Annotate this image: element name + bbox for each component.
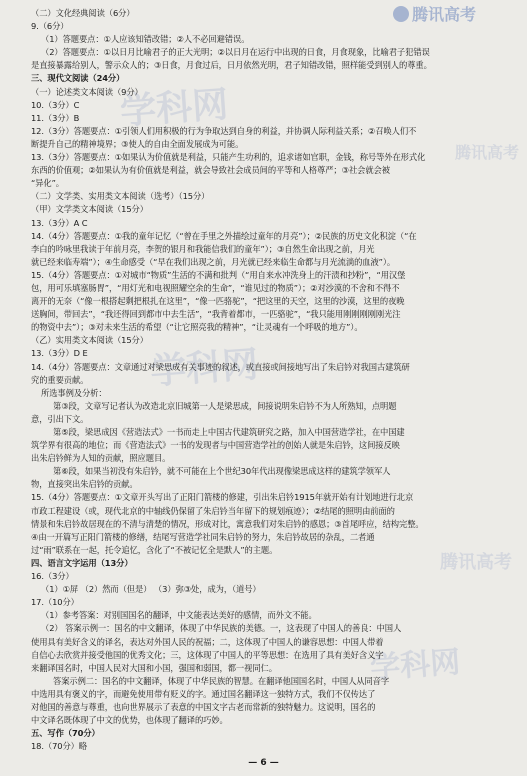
answer-line: 使用具有美好含义的译名，表达对外国人民的祝福；二，这体现了中国人的谦容思想：中国人带着 <box>31 636 384 647</box>
answer-line: 究的重要贡献。 <box>31 374 89 385</box>
answer-line: 意，引出下文。 <box>31 413 89 424</box>
question-number: 9.（6分） <box>31 21 69 32</box>
watermark-side: 腾讯高考 <box>455 143 520 162</box>
section-heading: 四、语言文字运用（13分） <box>31 557 133 568</box>
answer-line: 10.（3分）C <box>31 99 80 110</box>
answer-line: 14.（4分）答题要点：①我的童年记忆（“曾在手里之外描绘过童年的月亮”）；②民族的历史文化积淀（“在 <box>31 230 417 241</box>
answer-line: 自信心去欣赏并接受他国的优秀文化；三，这体现了中国人的平等思想：在选用了具有美好含义字 <box>31 649 384 660</box>
answer-line: 第③段，文章写记者认为改造北京旧城第一人是梁思成，间接说明朱启钤不为人所熟知，点明题 <box>53 400 397 411</box>
answer-line: 13.（3分）D E <box>31 348 88 359</box>
answer-line: 的物资中去”）；③对未来生活的希望（“让它照亮我的精神”，“让灵魂有一个呼吸的地方”）。 <box>31 322 363 333</box>
answer-line: 15.（4分）答题要点：①文章开头写出了正阳门箭楼的修建，引出朱启钤1915年就开始有计划地进行北京 <box>31 492 414 503</box>
answer-line: 市政工程建设（或，现代北京的中轴线仍保留了朱启钤当年留下的规划痕迹）；②结尾的照明由前面的 <box>31 505 395 516</box>
answer-line: 13.（3分）A C <box>31 217 88 228</box>
answer-line: 答案示例二：国名的中文翻译，体现了中华民族的智慧。在翻译他国国名时，中国人从同音字 <box>53 675 390 686</box>
section-subheading: （乙）实用类文本阅读（15分） <box>31 335 148 346</box>
answer-line: 来翻译国名时，中国人民对大国和小国，强国和弱国，都一视同仁。 <box>31 662 277 673</box>
answer-line: 对他国的善意与尊重，也向世界展示了表意的中国文字古老而常新的独特魅力。这说明，国名的 <box>31 701 376 712</box>
answer-line: 出朱启钤鲜为人知的贡献，照应题目。 <box>31 453 171 464</box>
answer-line: 所选事例及分析： <box>41 387 107 398</box>
answer-line: 情景和朱启钤故居现在的不清与清楚的情况，形成对比，寓意我们对朱启钤的感恩；③首尾呼应，结构完整。 <box>31 518 424 529</box>
section-subheading: （二）文学类、实用类文本阅读（选考）（15分） <box>31 191 210 202</box>
answer-line: 第⑥段，如果当初没有朱启钤，就不可能在上个世纪30年代出现像梁思成这样的建筑学领军人 <box>53 466 391 477</box>
section-heading: 五、写作（70分） <box>31 728 100 739</box>
answer-line: ④由一开篇写正阳门箭楼的修缮，结尾写营造学社同朱启钤的努力，朱启钤故居的杂乱，二者通 <box>31 531 375 542</box>
answer-line: 18.（70分）略 <box>31 741 88 752</box>
answer-line: 13.（3分）答题要点：①如果认为价值就是利益，只能产生功利的，追求诸如官职，金钱，称号等外在形式化 <box>31 152 426 163</box>
watermark-side: 腾讯高考 <box>440 552 512 573</box>
watermark-center: 学科网 <box>369 644 462 687</box>
section-heading: 三、现代文阅读（24分） <box>31 73 125 84</box>
answer-line: 离开的无奈（“像一根搭起剩把根扎在这里”，“像一匹骆驼”，“把这里的天空，这里的沙漠，这里的夜晚 <box>31 296 405 307</box>
answer-line: 李白的吟咏里我读于年前月亮，李贺的银月和我能信我们的童年”）；③自然生命出现之前，月光 <box>31 243 375 254</box>
answer-line: 14.（4分）答题要点：文章通过对梁思成有关事迹的叙述，或直接或间接地写出了朱启钤对我国古建筑研 <box>31 361 410 372</box>
section-subheading: （二）文化经典阅读（6分） <box>31 8 135 18</box>
answer-line: 中选用具有褒义的字，而避免使用带有贬义的字。通过国名翻译这一独特方式，我们不仅传达了 <box>31 688 376 699</box>
answer-line: （2） 答案示例一：国名的中文翻译，体现了中华民族的美德。一，这表现了中国人的善良：中国人 <box>41 623 402 634</box>
question-number: 16.（3分） <box>31 571 74 582</box>
answer-text <box>31 7 497 753</box>
answer-line: （1）答题要点：①人应该知错改错；②人不必回避错误。 <box>41 34 250 45</box>
answer-line: 东西的价值观；②如果认为有价值就是利益，就会导致社会成员间的平等和人格尊严；③社会就会被 <box>31 165 390 176</box>
answer-line: 过“雨”联系在一起，托令追忆，含化了“不被记忆全是默人”的主题。 <box>31 544 278 555</box>
answer-line: 中文译名既体现了中文的优势，也体现了翻译的巧妙。 <box>31 715 228 726</box>
answer-line: 物，直接突出朱启钤的贡献。 <box>31 479 138 490</box>
answer-line: （2）答题要点：①以日月比喻君子的正大光明；②以日月在运行中出现的日食，月食现象，比喻君子犯错误 <box>41 47 430 58</box>
answer-line: 15.（4分）答题要点：①对城市“物质”生活的不满和批判（“用自来水冲洗身上的汗渍和抄粉”，“用汉堡 <box>31 269 406 280</box>
answer-line: 筑学界有很高的地位；而《营造法式》一书的发现者与中国营造学社的创始人就是朱启钤，这间接反映 <box>31 440 400 451</box>
answer-line: （1）①屏 （2）然而（但是） （3）弥③处，成为，（道号） <box>41 584 261 595</box>
section-subheading: （甲）文学类文本阅读（15分） <box>31 204 148 215</box>
section-subheading: （一）论述类文本阅读（9分） <box>31 86 143 97</box>
watermark-logo: 腾讯高考 <box>393 2 476 25</box>
watermark-center: 学科网 <box>148 344 260 393</box>
answer-line: 12.（3分）答题要点：①引领人们用积极的行为争取达到自身的利益，并协调人际利益关系；②召唤人们不 <box>31 125 417 136</box>
answer-line: 第⑤段，梁思成因《营造法式》一书而走上中国古代建筑研究之路，加入中国营造学社，在中国建 <box>53 427 405 437</box>
question-number: 17.（10分） <box>31 597 79 608</box>
answer-line: 11.（3分）B <box>31 112 80 123</box>
answer-line: “异化”。 <box>31 178 64 189</box>
answer-line: 包，用可乐填塞肠胃”，“用灯光和电视照耀空余的生命”，“谁见过的物质”）；②对沙漠的不舍和不得不 <box>31 282 400 293</box>
answer-line: 是直接暴露给别人，警示众人的；③日食，月食过后，日月依然光明，君子知错改错，照样能受到别人的尊重。 <box>31 60 432 71</box>
page-number: — 6 — <box>248 758 279 768</box>
answer-line: （1）参考答案：对别国国名的翻译，中文能表达美好的感情，而外文不能。 <box>41 610 317 621</box>
watermark-center: 学科网 <box>118 84 230 133</box>
answer-line: 送胸间，带回去”，“我还得回到都市中去生活”，“我背着都市，一匹骆驼”，“我只能用刚刚刚刚刚光注 <box>31 309 401 320</box>
answer-line: 断提升自己的精神境界；③使人的自由全面发展成为可能。 <box>31 138 244 149</box>
answer-line: 就已经来临寿端”）；④生命感受（“早在我们出现之前，月光就已经来临生命都与月光流淌的血液”）。 <box>31 256 396 267</box>
